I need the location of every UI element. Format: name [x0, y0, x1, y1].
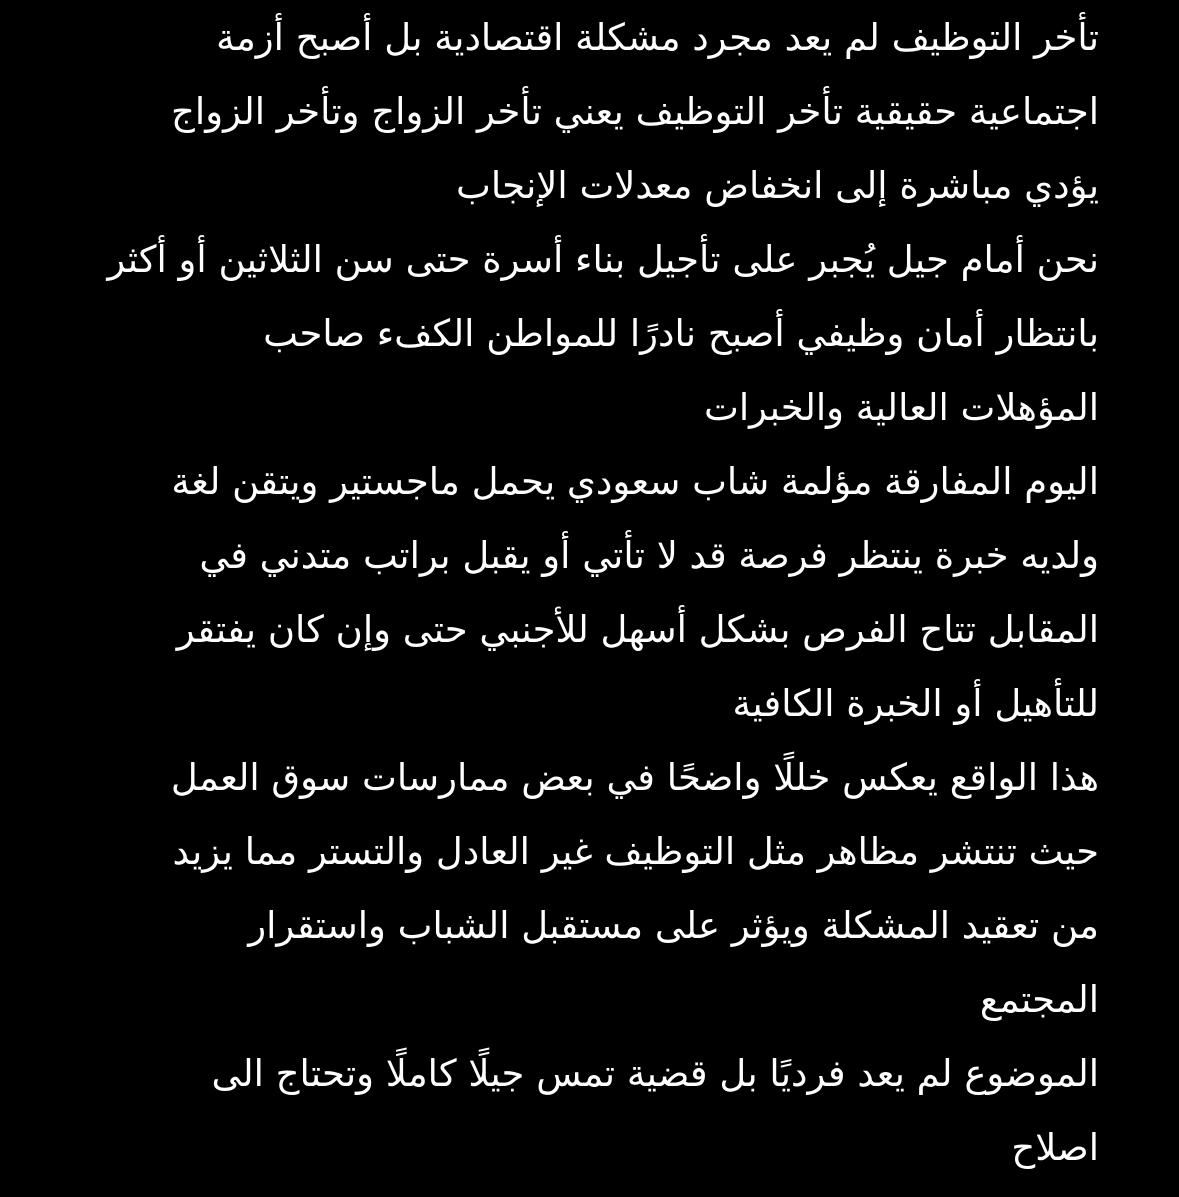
text-line: هذا الواقع يعكس خللًا واضحًا في بعض ممارسات سوق العمل	[170, 756, 1099, 799]
text-line: اليوم المفارقة مؤلمة شاب سعودي يحمل ماجستير ويتقن لغة	[171, 460, 1099, 503]
text-line: اصلاح	[1011, 1126, 1099, 1169]
text-line: بانتظار أمان وظيفي أصبح نادرًا للمواطن الكفء صاحب	[263, 312, 1099, 355]
text-line: حيث تنتشر مظاهر مثل التوظيف غير العادل والتستر مما يزيد	[172, 830, 1099, 873]
text-line: ولديه خبرة ينتظر فرصة قد لا تأتي أو يقبل براتب متدني في	[199, 534, 1099, 577]
text-line: للتأهيل أو الخبرة الكافية	[732, 682, 1099, 725]
text-line: المؤهلات العالية والخبرات	[704, 386, 1099, 429]
post-text-block	[59, 10, 1099, 1194]
text-line: من تعقيد المشكلة ويؤثر على مستقبل الشباب واستقرار	[248, 904, 1099, 947]
text-line: المقابل تتاح الفرص بشكل أسهل للأجنبي حتى وإن كان يفتقر	[176, 608, 1099, 651]
text-line: يؤدي مباشرة إلى انخفاض معدلات الإنجاب	[456, 164, 1099, 207]
text-line: تأخر التوظيف لم يعد مجرد مشكلة اقتصادية بل أصبح أزمة	[216, 16, 1099, 59]
text-line: الموضوع لم يعد فرديًا بل قضية تمس جيلًا كاملًا وتحتاج الى	[211, 1052, 1099, 1095]
text-line: المجتمع	[979, 978, 1099, 1021]
text-line: نحن أمام جيل يُجبر على تأجيل بناء أسرة حتى سن الثلاثين أو أكثر	[107, 238, 1099, 281]
text-line: اجتماعية حقيقية تأخر التوظيف يعني تأخر الزواج وتأخر الزواج	[171, 90, 1099, 133]
